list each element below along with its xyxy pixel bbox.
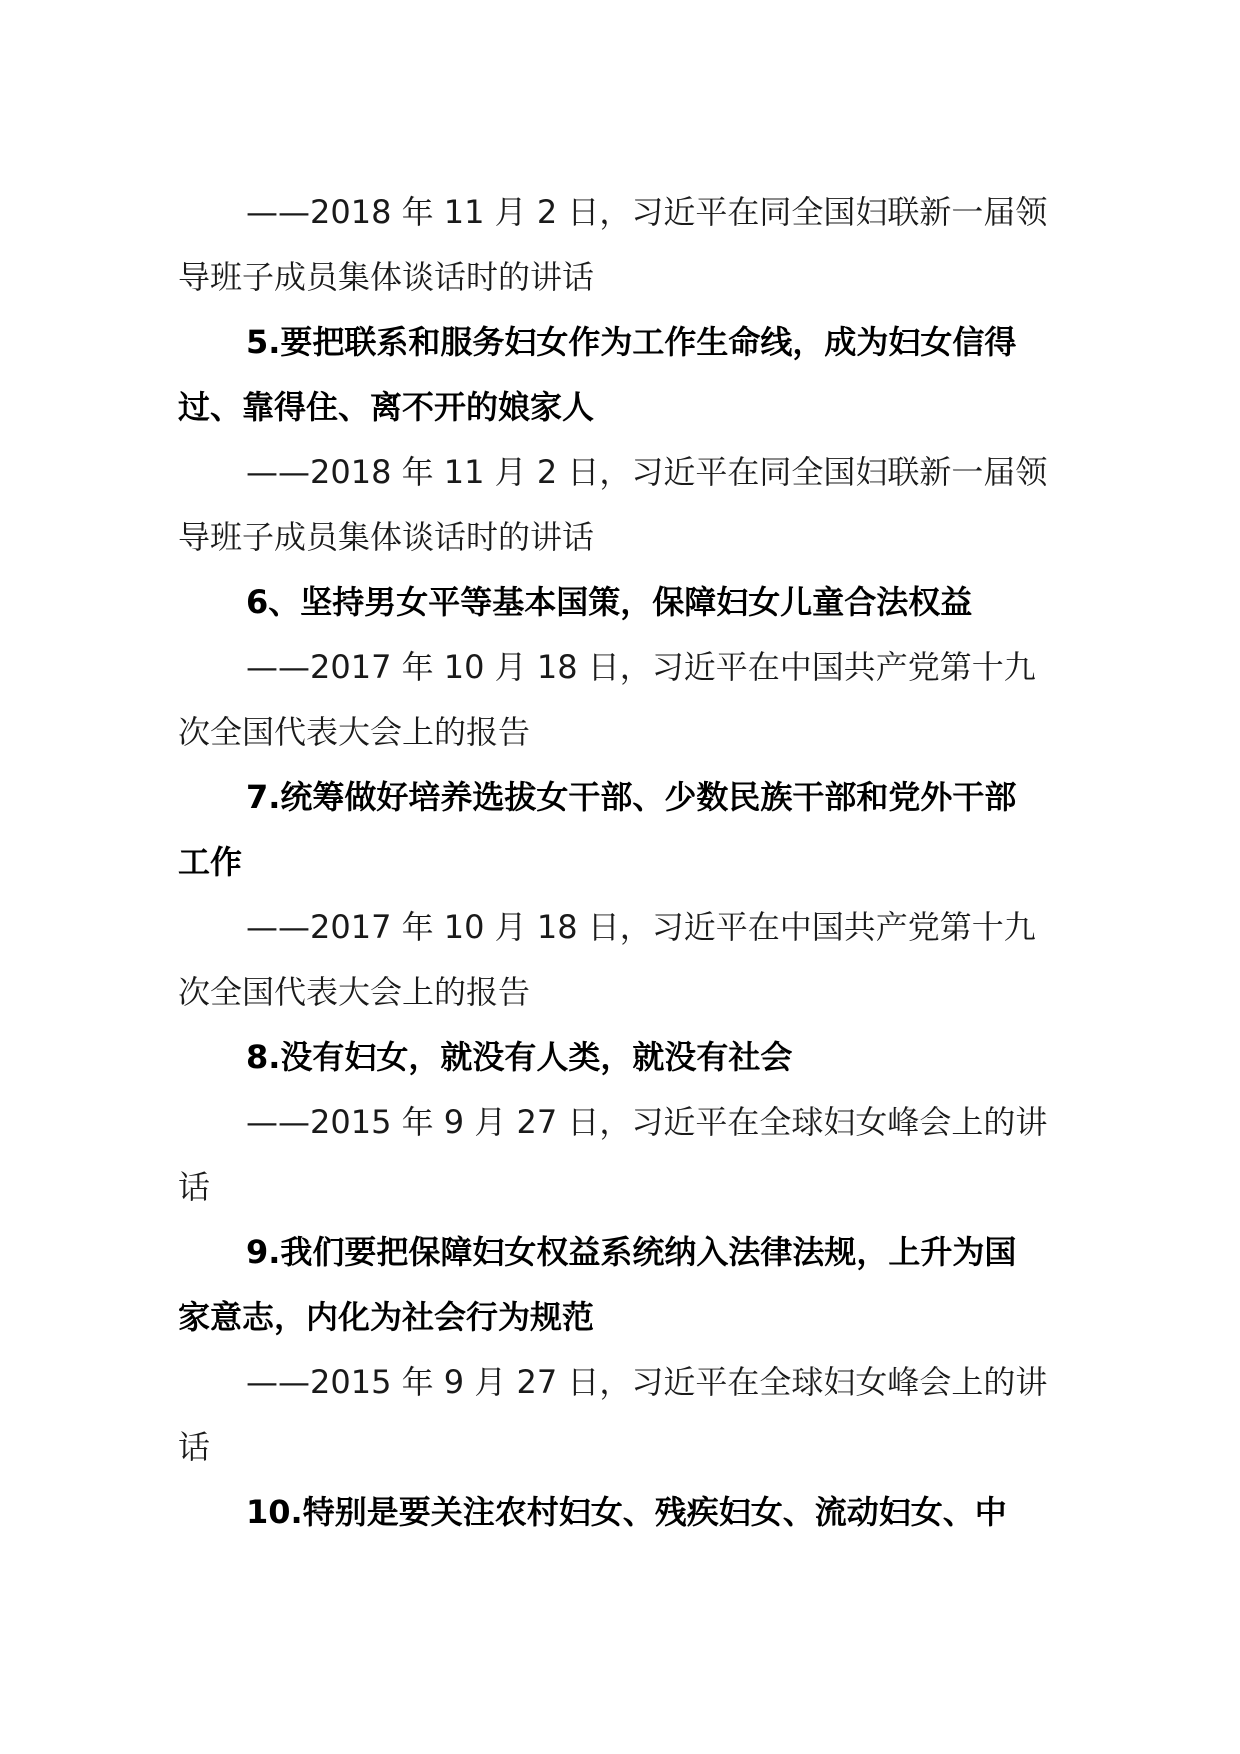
heading-line: 7.统筹做好培养选拔女干部、少数民族干部和党外干部 xyxy=(246,778,1017,816)
heading-line: 5.要把联系和服务妇女作为工作生命线，成为妇女信得 xyxy=(246,323,1017,361)
paragraph-line: ——2015 年 9 月 27 日，习近平在全球妇女峰会上的讲 xyxy=(246,1363,1048,1401)
quote-heading-10 xyxy=(178,1480,1068,1545)
paragraph-line: ——2017 年 10 月 18 日，习近平在中国共产党第十九 xyxy=(246,908,1036,946)
heading-line: 6、坚持男女平等基本国策，保障妇女儿童合法权益 xyxy=(246,583,973,621)
paragraph-line: ——2015 年 9 月 27 日，习近平在全球妇女峰会上的讲 xyxy=(246,1103,1048,1141)
heading-line: 过、靠得住、离不开的娘家人 xyxy=(178,388,595,426)
paragraph-line: 话 xyxy=(178,1428,211,1466)
quote-source-5 xyxy=(178,1090,1068,1220)
heading-line: 工作 xyxy=(178,843,243,881)
quote-heading-8 xyxy=(178,1025,1068,1090)
paragraph-line: 次全国代表大会上的报告 xyxy=(178,973,531,1011)
quote-source-2 xyxy=(178,440,1068,570)
quote-source-6 xyxy=(178,1350,1068,1480)
quote-heading-9 xyxy=(178,1220,1068,1350)
paragraph-line: 导班子成员集体谈话时的讲话 xyxy=(178,258,595,296)
paragraph-line: ——2018 年 11 月 2 日，习近平在同全国妇联新一届领 xyxy=(246,453,1048,491)
paragraph-line: ——2017 年 10 月 18 日，习近平在中国共产党第十九 xyxy=(246,648,1036,686)
quote-source-3 xyxy=(178,635,1068,765)
quote-heading-7 xyxy=(178,765,1068,895)
document-body xyxy=(178,180,1068,1545)
heading-line: 10.特别是要关注农村妇女、残疾妇女、流动妇女、中 xyxy=(246,1493,1007,1531)
paragraph-line: 导班子成员集体谈话时的讲话 xyxy=(178,518,595,556)
paragraph-line: 话 xyxy=(178,1168,211,1206)
heading-line: 家意志，内化为社会行为规范 xyxy=(178,1298,595,1336)
paragraph-line: ——2018 年 11 月 2 日，习近平在同全国妇联新一届领 xyxy=(246,193,1048,231)
heading-line: 9.我们要把保障妇女权益系统纳入法律法规，上升为国 xyxy=(246,1233,1017,1271)
quote-source-4 xyxy=(178,895,1068,1025)
quote-heading-5 xyxy=(178,310,1068,440)
paragraph-line: 次全国代表大会上的报告 xyxy=(178,713,531,751)
heading-line: 8.没有妇女，就没有人类，就没有社会 xyxy=(246,1038,793,1076)
quote-heading-6 xyxy=(178,570,1068,635)
quote-source-1 xyxy=(178,180,1068,310)
